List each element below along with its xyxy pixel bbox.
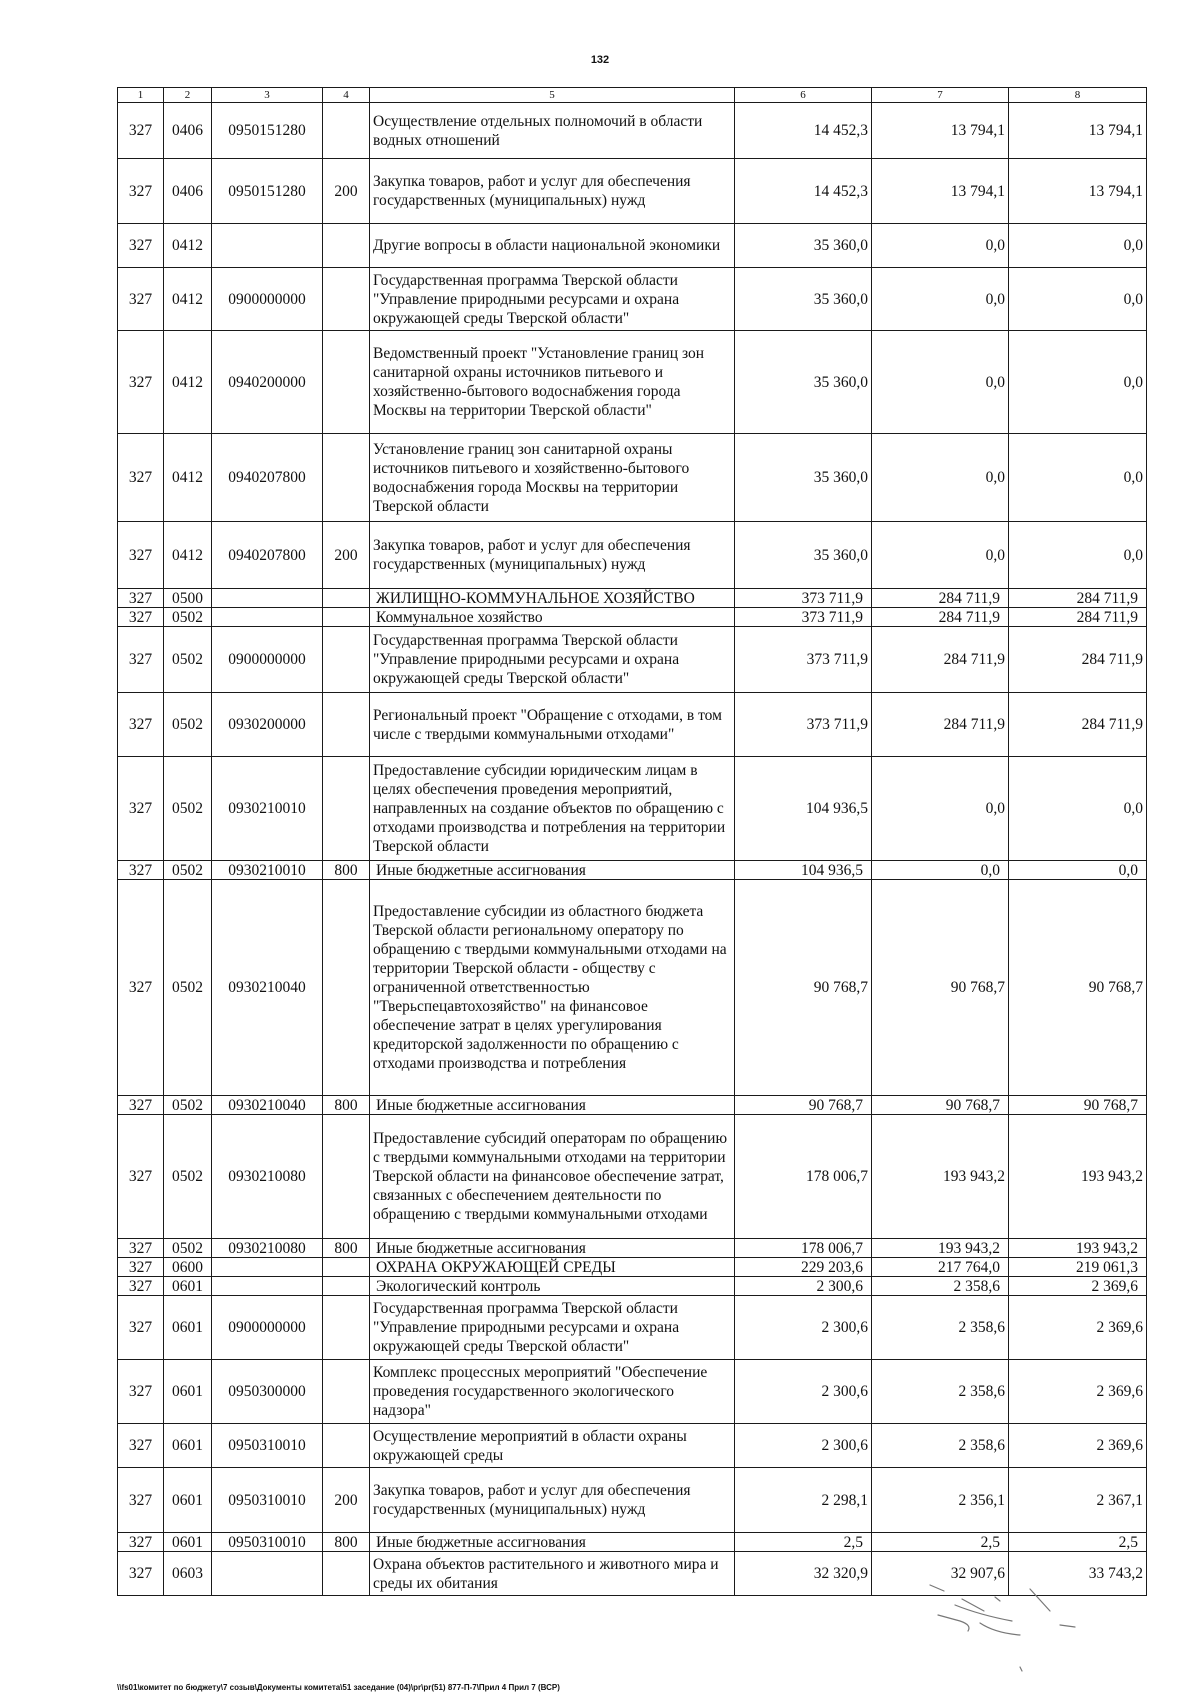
section-code: 0601 — [164, 1533, 212, 1552]
amount-col-6: 14 452,3 — [735, 159, 872, 224]
department-code: 327 — [118, 1277, 164, 1296]
department-code: 327 — [118, 589, 164, 608]
amount-col-7: 2 356,1 — [872, 1468, 1009, 1533]
department-code: 327 — [118, 1239, 164, 1258]
section-code: 0603 — [164, 1552, 212, 1596]
amount-col-7: 0,0 — [872, 861, 1009, 880]
amount-col-8: 33 743,2 — [1009, 1552, 1147, 1596]
amount-col-8: 2 369,6 — [1009, 1296, 1147, 1360]
page-number: 132 — [590, 54, 610, 66]
target-article-code: 0950151280 — [212, 159, 323, 224]
table-row — [118, 1096, 1147, 1115]
amount-col-6: 32 320,9 — [735, 1552, 872, 1596]
amount-col-8: 0,0 — [1009, 434, 1147, 522]
target-article-code: 0950310010 — [212, 1468, 323, 1533]
expense-type-code: 800 — [323, 861, 370, 880]
target-article-code — [212, 608, 323, 627]
amount-col-7: 217 764,0 — [872, 1258, 1009, 1277]
section-code: 0406 — [164, 103, 212, 159]
expense-type-code — [323, 224, 370, 268]
amount-col-6: 2 300,6 — [735, 1360, 872, 1424]
expense-type-code — [323, 268, 370, 331]
department-code: 327 — [118, 1552, 164, 1596]
table-row — [118, 1115, 1147, 1239]
expense-type-code — [323, 757, 370, 861]
table-row — [118, 1360, 1147, 1424]
expense-type-code — [323, 1277, 370, 1296]
department-code: 327 — [118, 1258, 164, 1277]
amount-col-6: 373 711,9 — [735, 589, 872, 608]
target-article-code: 0950151280 — [212, 103, 323, 159]
section-code: 0601 — [164, 1360, 212, 1424]
department-code: 327 — [118, 627, 164, 693]
section-code: 0502 — [164, 608, 212, 627]
section-code: 0502 — [164, 861, 212, 880]
table-row — [118, 627, 1147, 693]
amount-col-8: 2 369,6 — [1009, 1277, 1147, 1296]
amount-col-6: 90 768,7 — [735, 1096, 872, 1115]
amount-col-8: 284 711,9 — [1009, 608, 1147, 627]
column-number: 2 — [164, 88, 212, 103]
section-code: 0601 — [164, 1296, 212, 1360]
expense-type-code: 200 — [323, 522, 370, 589]
section-code: 0412 — [164, 268, 212, 331]
amount-col-6: 373 711,9 — [735, 608, 872, 627]
department-code: 327 — [118, 1533, 164, 1552]
department-code: 327 — [118, 608, 164, 627]
table-row — [118, 1258, 1147, 1277]
target-article-code: 0940207800 — [212, 434, 323, 522]
item-name: Государственная программа Тверской области "Управление природными ресурсами и охрана окружающей среды Тверской области" — [370, 1296, 735, 1360]
department-code: 327 — [118, 1296, 164, 1360]
section-code: 0502 — [164, 757, 212, 861]
section-code: 0601 — [164, 1424, 212, 1468]
table-row — [118, 522, 1147, 589]
expense-type-code — [323, 434, 370, 522]
amount-col-6: 373 711,9 — [735, 627, 872, 693]
target-article-code: 0930210080 — [212, 1115, 323, 1239]
table-row — [118, 757, 1147, 861]
column-number: 6 — [735, 88, 872, 103]
target-article-code: 0940207800 — [212, 522, 323, 589]
department-code: 327 — [118, 268, 164, 331]
table-row — [118, 1533, 1147, 1552]
department-code: 327 — [118, 1115, 164, 1239]
department-code: 327 — [118, 757, 164, 861]
section-code: 0502 — [164, 1115, 212, 1239]
table-row — [118, 224, 1147, 268]
section-code: 0601 — [164, 1277, 212, 1296]
amount-col-7: 2 358,6 — [872, 1360, 1009, 1424]
table-row — [118, 331, 1147, 434]
column-number: 4 — [323, 88, 370, 103]
department-code: 327 — [118, 1424, 164, 1468]
amount-col-7: 284 711,9 — [872, 693, 1009, 757]
department-code: 327 — [118, 880, 164, 1096]
amount-col-7: 90 768,7 — [872, 1096, 1009, 1115]
section-code: 0412 — [164, 224, 212, 268]
target-article-code: 0930200000 — [212, 693, 323, 757]
amount-col-6: 35 360,0 — [735, 522, 872, 589]
amount-col-6: 178 006,7 — [735, 1115, 872, 1239]
amount-col-7: 2 358,6 — [872, 1277, 1009, 1296]
amount-col-8: 90 768,7 — [1009, 1096, 1147, 1115]
expense-type-code: 200 — [323, 1468, 370, 1533]
item-name: ЖИЛИЩНО-КОММУНАЛЬНОЕ ХОЗЯЙСТВО — [370, 589, 735, 608]
column-number-header — [118, 88, 1147, 103]
file-path-footer: \\fs01\комитет по бюджету\7 созыв\Документы комитета\51 заседание (04)\pr\pr(51) 877-П-7\Прил 4 Прил 7 (ВСР) — [117, 1683, 560, 1692]
amount-col-6: 2,5 — [735, 1533, 872, 1552]
target-article-code — [212, 224, 323, 268]
department-code: 327 — [118, 693, 164, 757]
amount-col-7: 284 711,9 — [872, 627, 1009, 693]
amount-col-6: 90 768,7 — [735, 880, 872, 1096]
amount-col-6: 35 360,0 — [735, 331, 872, 434]
amount-col-6: 2 300,6 — [735, 1424, 872, 1468]
expense-type-code: 800 — [323, 1533, 370, 1552]
item-name: Осуществление мероприятий в области охраны окружающей среды — [370, 1424, 735, 1468]
department-code: 327 — [118, 331, 164, 434]
item-name: Иные бюджетные ассигнования — [370, 1239, 735, 1258]
target-article-code: 0900000000 — [212, 627, 323, 693]
column-number: 5 — [370, 88, 735, 103]
amount-col-8: 2 369,6 — [1009, 1360, 1147, 1424]
amount-col-8: 13 794,1 — [1009, 159, 1147, 224]
expense-type-code — [323, 608, 370, 627]
amount-col-8: 193 943,2 — [1009, 1115, 1147, 1239]
expense-type-code: 200 — [323, 159, 370, 224]
target-article-code: 0900000000 — [212, 268, 323, 331]
expense-type-code — [323, 1296, 370, 1360]
amount-col-8: 2 369,6 — [1009, 1424, 1147, 1468]
amount-col-6: 2 300,6 — [735, 1277, 872, 1296]
amount-col-8: 2 367,1 — [1009, 1468, 1147, 1533]
column-number: 8 — [1009, 88, 1147, 103]
amount-col-6: 229 203,6 — [735, 1258, 872, 1277]
table-row — [118, 434, 1147, 522]
amount-col-6: 35 360,0 — [735, 434, 872, 522]
amount-col-8: 90 768,7 — [1009, 880, 1147, 1096]
amount-col-7: 2 358,6 — [872, 1296, 1009, 1360]
amount-col-6: 35 360,0 — [735, 224, 872, 268]
target-article-code: 0930210010 — [212, 757, 323, 861]
amount-col-7: 32 907,6 — [872, 1552, 1009, 1596]
amount-col-8: 13 794,1 — [1009, 103, 1147, 159]
section-code: 0600 — [164, 1258, 212, 1277]
amount-col-7: 193 943,2 — [872, 1239, 1009, 1258]
budget-table — [117, 87, 1147, 1596]
target-article-code: 0900000000 — [212, 1296, 323, 1360]
target-article-code — [212, 1277, 323, 1296]
amount-col-7: 13 794,1 — [872, 159, 1009, 224]
section-code: 0601 — [164, 1468, 212, 1533]
item-name: Предоставление субсидии юридическим лицам в целях обеспечения проведения мероприятий, направленных на создание объектов по обращению с отходами производства и потребления на территории Тверской области — [370, 757, 735, 861]
target-article-code: 0930210080 — [212, 1239, 323, 1258]
amount-col-7: 2,5 — [872, 1533, 1009, 1552]
item-name: Коммунальное хозяйство — [370, 608, 735, 627]
amount-col-7: 0,0 — [872, 268, 1009, 331]
department-code: 327 — [118, 159, 164, 224]
column-number: 7 — [872, 88, 1009, 103]
item-name: Закупка товаров, работ и услуг для обеспечения государственных (муниципальных) нужд — [370, 522, 735, 589]
section-code: 0412 — [164, 331, 212, 434]
target-article-code: 0950310010 — [212, 1533, 323, 1552]
section-code: 0412 — [164, 434, 212, 522]
amount-col-7: 2 358,6 — [872, 1424, 1009, 1468]
amount-col-8: 0,0 — [1009, 331, 1147, 434]
amount-col-7: 0,0 — [872, 331, 1009, 434]
department-code: 327 — [118, 224, 164, 268]
table-row — [118, 159, 1147, 224]
item-name: Предоставление субсидии из областного бюджета Тверской области региональному оператору по обращению с твердыми коммунальными отходами на территории Тверской области - обществу с ограниченной ответственностью "Тверьспецавтохозяйство" на финансовое обеспечение затрат в целях урегулирования кредиторской задолженности по обращению с отходами производства и потребления — [370, 880, 735, 1096]
item-name: Другие вопросы в области национальной экономики — [370, 224, 735, 268]
table-row — [118, 608, 1147, 627]
amount-col-6: 104 936,5 — [735, 861, 872, 880]
table-row — [118, 1296, 1147, 1360]
target-article-code: 0950300000 — [212, 1360, 323, 1424]
amount-col-7: 13 794,1 — [872, 103, 1009, 159]
amount-col-7: 0,0 — [872, 434, 1009, 522]
column-number: 3 — [212, 88, 323, 103]
target-article-code: 0930210010 — [212, 861, 323, 880]
item-name: Экологический контроль — [370, 1277, 735, 1296]
expense-type-code — [323, 331, 370, 434]
item-name: Охрана объектов растительного и животного мира и среды их обитания — [370, 1552, 735, 1596]
item-name: Иные бюджетные ассигнования — [370, 861, 735, 880]
expense-type-code — [323, 589, 370, 608]
amount-col-8: 0,0 — [1009, 268, 1147, 331]
expense-type-code — [323, 1552, 370, 1596]
expense-type-code: 800 — [323, 1096, 370, 1115]
item-name: Закупка товаров, работ и услуг для обеспечения государственных (муниципальных) нужд — [370, 159, 735, 224]
target-article-code: 0950310010 — [212, 1424, 323, 1468]
department-code: 327 — [118, 861, 164, 880]
amount-col-8: 0,0 — [1009, 522, 1147, 589]
target-article-code — [212, 589, 323, 608]
expense-type-code — [323, 693, 370, 757]
handwritten-signature — [900, 1575, 1100, 1685]
section-code: 0500 — [164, 589, 212, 608]
item-name: Региональный проект "Обращение с отходами, в том числе с твердыми коммунальными отходами" — [370, 693, 735, 757]
department-code: 327 — [118, 1096, 164, 1115]
target-article-code — [212, 1258, 323, 1277]
amount-col-7: 193 943,2 — [872, 1115, 1009, 1239]
amount-col-8: 284 711,9 — [1009, 627, 1147, 693]
amount-col-6: 14 452,3 — [735, 103, 872, 159]
item-name: Осуществление отдельных полномочий в области водных отношений — [370, 103, 735, 159]
section-code: 0502 — [164, 1096, 212, 1115]
amount-col-8: 284 711,9 — [1009, 693, 1147, 757]
item-name: Государственная программа Тверской области "Управление природными ресурсами и охрана окружающей среды Тверской области" — [370, 268, 735, 331]
table-row — [118, 1468, 1147, 1533]
table-row — [118, 103, 1147, 159]
amount-col-8: 284 711,9 — [1009, 589, 1147, 608]
amount-col-7: 90 768,7 — [872, 880, 1009, 1096]
table-row — [118, 1277, 1147, 1296]
item-name: ОХРАНА ОКРУЖАЮЩЕЙ СРЕДЫ — [370, 1258, 735, 1277]
table-row — [118, 589, 1147, 608]
amount-col-6: 178 006,7 — [735, 1239, 872, 1258]
item-name: Закупка товаров, работ и услуг для обеспечения государственных (муниципальных) нужд — [370, 1468, 735, 1533]
table-row — [118, 861, 1147, 880]
amount-col-7: 0,0 — [872, 522, 1009, 589]
item-name: Ведомственный проект "Установление границ зон санитарной охраны источников питьевого и хозяйственно-бытового водоснабжения города Москвы на территории Тверской области" — [370, 331, 735, 434]
target-article-code: 0930210040 — [212, 880, 323, 1096]
amount-col-7: 0,0 — [872, 224, 1009, 268]
target-article-code: 0930210040 — [212, 1096, 323, 1115]
expense-type-code — [323, 1360, 370, 1424]
amount-col-7: 0,0 — [872, 757, 1009, 861]
expense-type-code — [323, 103, 370, 159]
amount-col-8: 0,0 — [1009, 224, 1147, 268]
amount-col-7: 284 711,9 — [872, 589, 1009, 608]
amount-col-8: 0,0 — [1009, 757, 1147, 861]
expense-type-code — [323, 1258, 370, 1277]
expense-type-code — [323, 1115, 370, 1239]
department-code: 327 — [118, 103, 164, 159]
amount-col-6: 2 300,6 — [735, 1296, 872, 1360]
department-code: 327 — [118, 522, 164, 589]
section-code: 0502 — [164, 1239, 212, 1258]
table-row — [118, 1239, 1147, 1258]
table-row — [118, 268, 1147, 331]
target-article-code — [212, 1552, 323, 1596]
item-name: Иные бюджетные ассигнования — [370, 1533, 735, 1552]
item-name: Иные бюджетные ассигнования — [370, 1096, 735, 1115]
amount-col-6: 35 360,0 — [735, 268, 872, 331]
amount-col-6: 2 298,1 — [735, 1468, 872, 1533]
amount-col-8: 219 061,3 — [1009, 1258, 1147, 1277]
section-code: 0412 — [164, 522, 212, 589]
table-row — [118, 1424, 1147, 1468]
department-code: 327 — [118, 1468, 164, 1533]
expense-type-code — [323, 1424, 370, 1468]
amount-col-7: 284 711,9 — [872, 608, 1009, 627]
department-code: 327 — [118, 434, 164, 522]
section-code: 0502 — [164, 880, 212, 1096]
expense-type-code — [323, 627, 370, 693]
table-row — [118, 880, 1147, 1096]
table-row — [118, 693, 1147, 757]
amount-col-8: 2,5 — [1009, 1533, 1147, 1552]
section-code: 0406 — [164, 159, 212, 224]
department-code: 327 — [118, 1360, 164, 1424]
amount-col-8: 193 943,2 — [1009, 1239, 1147, 1258]
section-code: 0502 — [164, 627, 212, 693]
item-name: Установление границ зон санитарной охраны источников питьевого и хозяйственно-бытового водоснабжения города Москвы на территории Тверской области — [370, 434, 735, 522]
item-name: Комплекс процессных мероприятий "Обеспечение проведения государственного экологического надзора" — [370, 1360, 735, 1424]
item-name: Предоставление субсидий операторам по обращению с твердыми коммунальными отходами на территории Тверской области на финансовое обеспечение затрат, связанных с обеспечением деятельности по обращению с твердыми коммунальными отходами — [370, 1115, 735, 1239]
expense-type-code: 800 — [323, 1239, 370, 1258]
amount-col-6: 373 711,9 — [735, 693, 872, 757]
expense-type-code — [323, 880, 370, 1096]
amount-col-6: 104 936,5 — [735, 757, 872, 861]
target-article-code: 0940200000 — [212, 331, 323, 434]
section-code: 0502 — [164, 693, 212, 757]
column-number: 1 — [118, 88, 164, 103]
item-name: Государственная программа Тверской области "Управление природными ресурсами и охрана окружающей среды Тверской области" — [370, 627, 735, 693]
amount-col-8: 0,0 — [1009, 861, 1147, 880]
